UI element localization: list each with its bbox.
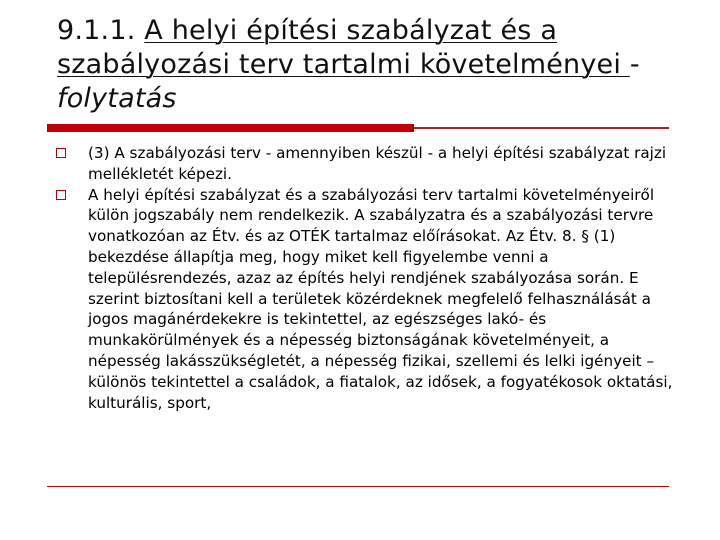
title-line2: szabályozási terv tartalmi követelményei bbox=[57, 49, 630, 80]
page-title bbox=[57, 14, 687, 116]
footer-divider-line bbox=[47, 486, 669, 487]
title-accent-bar bbox=[47, 124, 414, 132]
list-item bbox=[55, 143, 675, 185]
title-dash: - bbox=[629, 49, 640, 80]
hollow-square-bullet-icon bbox=[56, 148, 66, 158]
title-line3: folytatás bbox=[57, 83, 177, 114]
title-number: 9.1.1. bbox=[57, 15, 136, 46]
bullet-text: (3) A szabályozási terv - amennyiben készül - a helyi építési szabályzat rajzi mellékletét képezi. bbox=[88, 144, 667, 183]
bullet-list bbox=[55, 143, 675, 413]
title-divider-line bbox=[414, 127, 669, 129]
bullet-text: A helyi építési szabályzat és a szabályozási terv tartalmi követelményeiről külön jogszabály nem rendelkezik. A szabályzatra és a szabályozási tervre vonatkozóan az Étv. és az OTÉK tartalmaz előírásokat. Az Étv. 8. § (1) bekezdése állapítja meg, hogy miket kell figyelembe venni a településrendezés, azaz az építés helyi rendjének szabályozása során. E szerint biztosítani kell a területek közérdeknek megfelelő felhasználását a jogos magánérdekekre is tekintettel, az egészséges lakó- és munkakörülmények és a népesség biztonságának követelményeit, a népesség lakásszükségletét, a népesség fizikai, szellemi és lelki igényeit – különös tekintettel a családok, a fiatalok, az idősek, a fogyatékosok oktatási, kulturális, sport, bbox=[88, 185, 673, 412]
list-item bbox=[55, 185, 675, 414]
hollow-square-bullet-icon bbox=[56, 190, 66, 200]
title-line1: A helyi építési szabályzat és a bbox=[144, 15, 558, 46]
